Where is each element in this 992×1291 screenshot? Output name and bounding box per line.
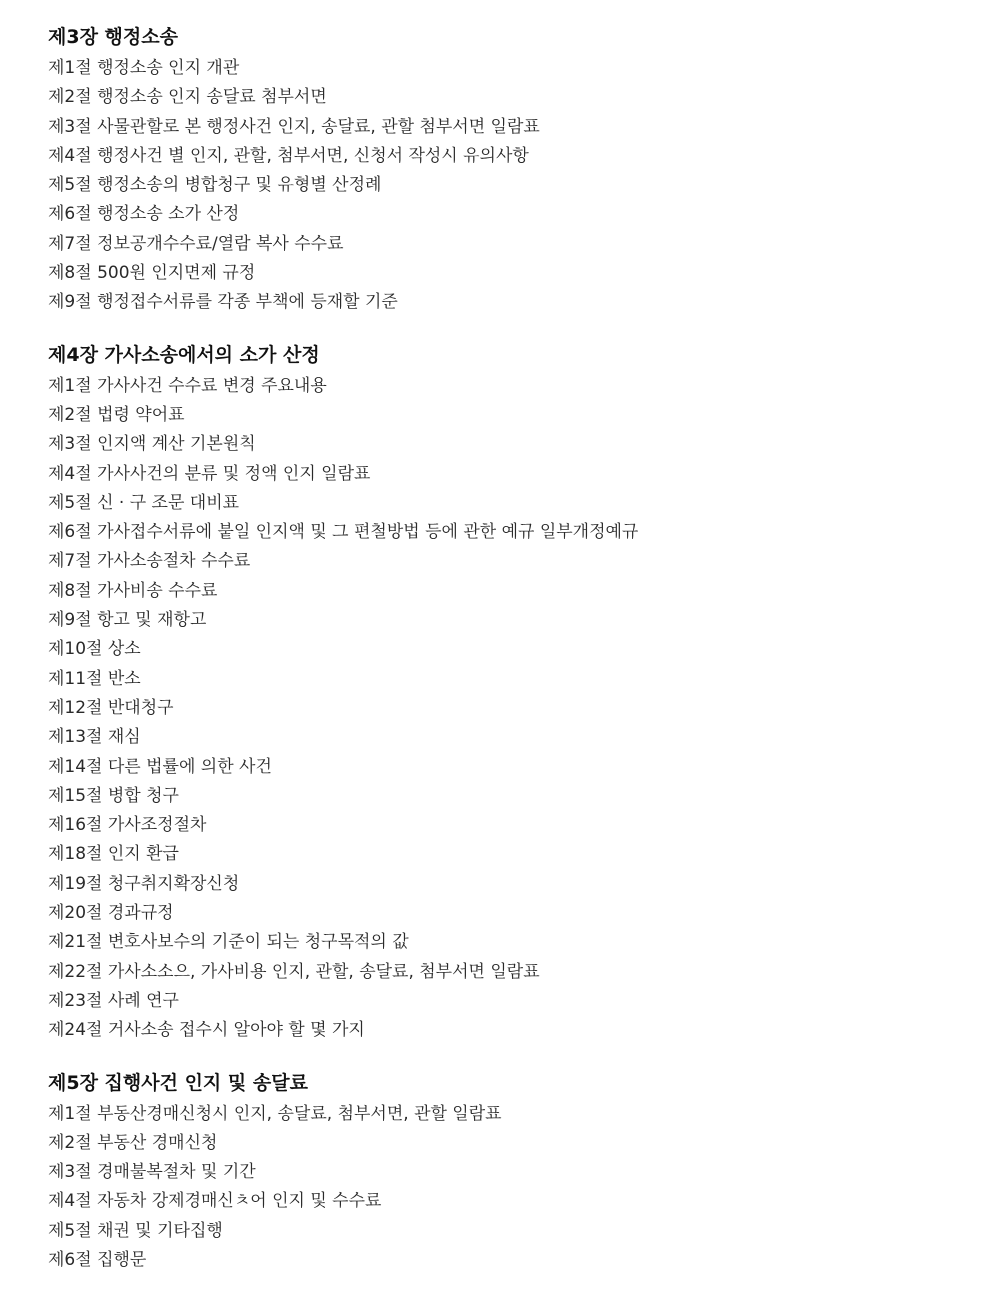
section-item: 제2절 행정소송 인지 송달료 첨부서면 bbox=[48, 87, 327, 108]
section-item: 제9절 항고 및 재항고 bbox=[48, 610, 207, 631]
section-item: 제3절 인지액 계산 기본원칙 bbox=[48, 434, 256, 455]
section-item: 제18절 인지 환급 bbox=[48, 844, 179, 865]
section-item: 제14절 다른 법률에 의한 사건 bbox=[48, 756, 272, 777]
chapter-title: 제4장 가사소송에서의 소가 산정 bbox=[48, 343, 320, 366]
section-list bbox=[48, 372, 968, 1046]
chapter-title: 제5장 집행사건 인지 및 송달료 bbox=[48, 1071, 308, 1094]
section-item: 제20절 경과규정 bbox=[48, 903, 174, 924]
section-item: 제6절 행정소송 소가 산정 bbox=[48, 204, 240, 225]
section-item: 제23절 사례 연구 bbox=[48, 990, 179, 1011]
section-item: 제2절 법령 약어표 bbox=[48, 404, 185, 425]
chapter-4 bbox=[48, 338, 968, 1046]
section-item: 제5절 행정소송의 병합청구 및 유형별 산정례 bbox=[48, 175, 382, 196]
section-item: 제8절 500원 인지면제 규정 bbox=[48, 263, 256, 284]
section-item: 제11절 반소 bbox=[48, 668, 141, 689]
section-list bbox=[48, 54, 968, 318]
section-item: 제4절 자동차 강제경매신ㅊ어 인지 및 수수료 bbox=[48, 1191, 382, 1212]
section-item: 제19절 청구취지확장신청 bbox=[48, 873, 240, 894]
section-item: 제8절 가사비송 수수료 bbox=[48, 580, 218, 601]
section-item: 제5절 신 · 구 조문 대비표 bbox=[48, 492, 240, 513]
section-item: 제4절 행정사건 별 인지, 관할, 첨부서면, 신청서 작성시 유의사항 bbox=[48, 145, 529, 166]
section-item: 제1절 가사사건 수수료 변경 주요내용 bbox=[48, 375, 327, 396]
section-item: 제21절 변호사보수의 기준이 되는 청구목적의 값 bbox=[48, 932, 409, 953]
section-item: 제9절 행정접수서류를 각종 부책에 등재할 기준 bbox=[48, 292, 398, 313]
section-item: 제12절 반대청구 bbox=[48, 697, 174, 718]
section-item: 제3절 경매불복절차 및 기간 bbox=[48, 1162, 256, 1183]
section-item: 제16절 가사조정절차 bbox=[48, 815, 207, 836]
section-item: 제24절 거사소송 접수시 알아야 할 몇 가지 bbox=[48, 1020, 365, 1041]
section-item: 제10절 상소 bbox=[48, 639, 141, 660]
table-of-contents bbox=[48, 20, 968, 1275]
section-item: 제1절 부동산경매신청시 인지, 송달료, 첨부서면, 관할 일람표 bbox=[48, 1103, 502, 1124]
section-item: 제13절 재심 bbox=[48, 727, 141, 748]
section-item: 제6절 집행문 bbox=[48, 1249, 147, 1270]
chapter-title: 제3장 행정소송 bbox=[48, 26, 178, 48]
section-item: 제5절 채권 및 기타집행 bbox=[48, 1220, 223, 1241]
chapter-3 bbox=[48, 20, 968, 318]
section-item: 제6절 가사접수서류에 붙일 인지액 및 그 편철방법 등에 관한 예규 일부개정예규 bbox=[48, 522, 639, 543]
section-item: 제4절 가사사건의 분류 및 정액 인지 일람표 bbox=[48, 463, 371, 484]
section-item: 제3절 사물관할로 본 행정사건 인지, 송달료, 관할 첨부서면 일람표 bbox=[48, 116, 540, 137]
section-item: 제15절 병합 청구 bbox=[48, 785, 179, 806]
section-item: 제2절 부동산 경매신청 bbox=[48, 1132, 218, 1153]
section-item: 제22절 가사소소으, 가사비용 인지, 관할, 송달료, 첨부서면 일람표 bbox=[48, 961, 540, 982]
chapter-5 bbox=[48, 1066, 968, 1276]
section-item: 제7절 정보공개수수료/열람 복사 수수료 bbox=[48, 233, 344, 254]
section-item: 제7절 가사소송절차 수수료 bbox=[48, 551, 251, 572]
section-item: 제1절 행정소송 인지 개관 bbox=[48, 58, 240, 78]
section-list bbox=[48, 1100, 968, 1276]
